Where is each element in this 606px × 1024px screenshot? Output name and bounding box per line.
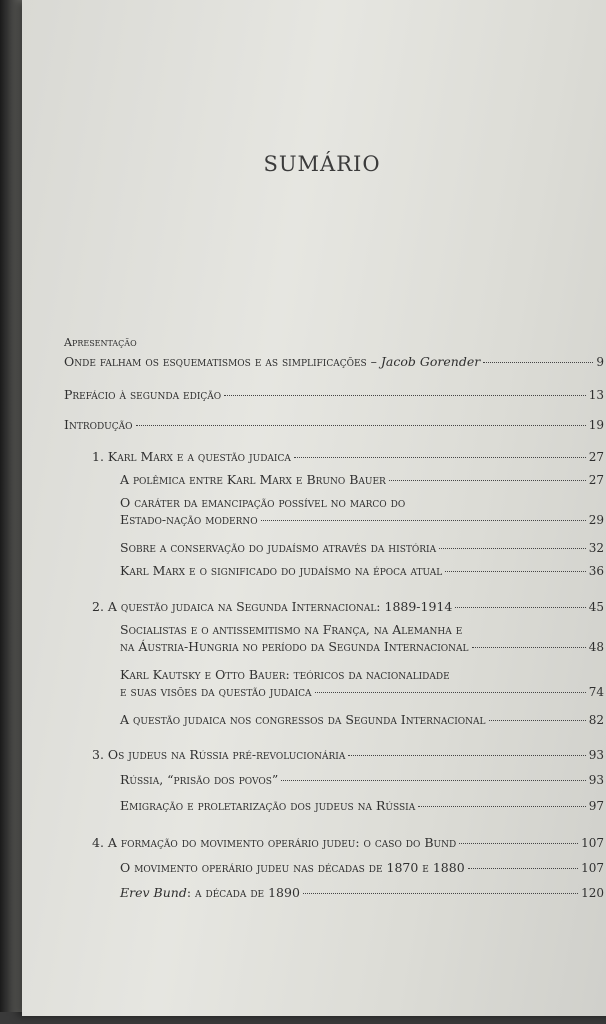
page-number: 13 [588,388,604,402]
entry-text-line1: Karl Kautsky e Otto Bauer: teóricos da nacionalidade [120,667,450,682]
page-number: 9 [596,355,604,369]
entry-text: 1. Karl Marx e a questão judaica [92,449,291,464]
leader-dots [468,867,578,869]
toc-entry-introducao [64,416,604,434]
toc-subentry [92,884,604,902]
toc-subentry [92,494,604,529]
leader-dots [459,842,578,844]
entry-text: Estado-nação moderno [120,512,258,527]
entry-text: 3. Os judeus na Rússia pré-revolucionária [92,747,346,762]
page-number: 120 [581,886,604,900]
toc-subentry [92,471,604,489]
toc-entry-prefacio [64,386,604,404]
leader-dots [348,754,585,756]
entry-text-line1: Socialistas e o antissemitismo na França, na Alemanha e [120,622,463,637]
toc-subentry [92,562,604,580]
toc-subentry [92,621,604,656]
entry-text-line1: O caráter da emancipação possível no marco do [120,495,406,510]
entry-text: Emigração e proletarização dos judeus na Rússia [120,798,416,813]
entry-text: O movimento operário judeu nas décadas de 1870 e 1880 [120,860,465,875]
toc-row [92,448,604,466]
page-number: 36 [588,564,604,578]
page-number: 45 [588,600,604,614]
entry-text: Prefácio à segunda edição [64,387,222,402]
toc-chapter-3 [64,746,604,764]
page-number: 27 [588,473,604,487]
leader-dots [294,456,586,458]
toc-subentry [92,711,604,729]
toc-row [64,386,604,404]
leader-dots [303,892,578,894]
page-number: 19 [588,418,604,432]
entry-text: Introdução [64,417,133,432]
book-spine [0,0,22,1024]
toc-chapter-1 [64,448,604,466]
leader-dots [136,424,586,426]
entry-text: : a década de 1890 [186,885,300,900]
page-number: 74 [588,685,604,699]
page-number: 27 [588,450,604,464]
section-label: Apresentação [64,336,137,349]
page-number: 93 [588,773,604,787]
toc-chapter-4 [64,834,604,852]
leader-dots [224,394,586,396]
entry-text: 4. A formação do movimento operário judeu: o caso do Bund [92,835,457,850]
page-number: 82 [588,713,604,727]
leader-dots [261,519,586,521]
entry-text: Onde falham os esquematismos e as simplificações – [64,354,381,369]
entry-text: Sobre a conservação do judaísmo através da história [120,540,437,555]
leader-dots [489,719,586,721]
entry-text: e suas visões da questão judaica [120,684,312,699]
page-number: 48 [588,640,604,654]
page-number: 107 [581,836,604,850]
page-number: 93 [588,748,604,762]
entry-text: Karl Marx e o significado do judaísmo na época atual [120,563,443,578]
toc-entry-apresentacao [64,336,604,371]
leader-dots [281,779,585,781]
entry-text: Rússia, “prisão dos povos” [120,772,279,787]
entry-text: A questão judaica nos congressos da Segunda Internacional [120,712,486,727]
entry-italic: Erev Bund [120,885,187,900]
leader-dots [439,547,586,549]
toc-row [64,416,604,434]
entry-text: A polêmica entre Karl Marx e Bruno Bauer [120,472,386,487]
book-page [22,0,606,1016]
toc-subentry [92,797,604,815]
toc-chapter-2 [64,598,604,616]
toc-subentry [92,859,604,877]
toc-subentry [92,539,604,557]
leader-dots [418,805,585,807]
page-number: 29 [588,513,604,527]
page-title: SUMÁRIO [263,152,381,176]
leader-dots [389,479,586,481]
leader-dots [483,361,593,363]
entry-author: Jacob Gorender [380,354,481,369]
toc-subentry [92,771,604,789]
leader-dots [445,570,585,572]
leader-dots [472,646,586,648]
page-number: 107 [581,861,604,875]
entry-text: 2. A questão judaica na Segunda Internacional: 1889-1914 [92,599,453,614]
entry-text: na Áustria-Hungria no período da Segunda Internacional [120,639,469,654]
toc-subentry [92,666,604,701]
leader-dots [315,691,586,693]
leader-dots [455,606,585,608]
page-number: 97 [588,799,604,813]
toc-row [64,353,604,371]
page-number: 32 [588,541,604,555]
